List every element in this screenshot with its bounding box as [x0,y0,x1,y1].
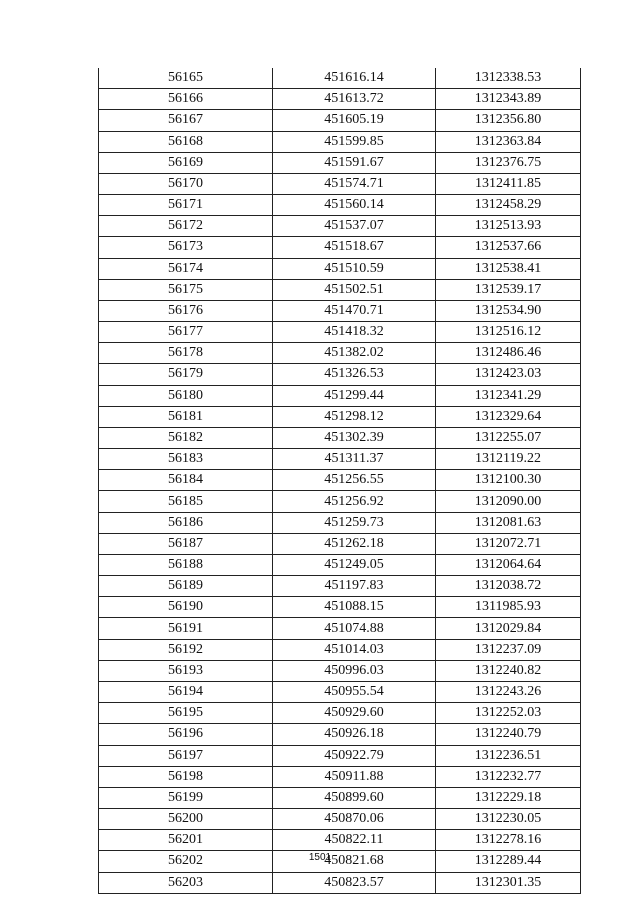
y-coordinate-cell: 1312513.93 [436,216,581,237]
table-row [99,322,581,343]
point-id-cell: 56182 [99,427,273,448]
point-id-cell: 56200 [99,809,273,830]
table-row [99,406,581,427]
x-coordinate-cell: 451326.53 [273,364,436,385]
y-coordinate-cell: 1312376.75 [436,152,581,173]
table-row [99,724,581,745]
table-row [99,872,581,893]
point-id-cell: 56180 [99,385,273,406]
y-coordinate-cell: 1312100.30 [436,470,581,491]
x-coordinate-cell: 451256.55 [273,470,436,491]
y-coordinate-cell: 1312081.63 [436,512,581,533]
table-row [99,237,581,258]
point-id-cell: 56178 [99,343,273,364]
x-coordinate-cell: 450996.03 [273,660,436,681]
table-row [99,512,581,533]
x-coordinate-cell: 451259.73 [273,512,436,533]
point-id-cell: 56186 [99,512,273,533]
table-row [99,279,581,300]
table-row [99,427,581,448]
y-coordinate-cell: 1312236.51 [436,745,581,766]
y-coordinate-cell: 1312064.64 [436,554,581,575]
table-row [99,639,581,660]
y-coordinate-cell: 1312090.00 [436,491,581,512]
point-id-cell: 56196 [99,724,273,745]
point-id-cell: 56169 [99,152,273,173]
x-coordinate-cell: 451418.32 [273,322,436,343]
point-id-cell: 56166 [99,89,273,110]
page-number: 1501 [308,852,332,863]
x-coordinate-cell: 450899.60 [273,787,436,808]
point-id-cell: 56198 [99,766,273,787]
point-id-cell: 56179 [99,364,273,385]
y-coordinate-cell: 1312278.16 [436,830,581,851]
point-id-cell: 56192 [99,639,273,660]
x-coordinate-cell: 451502.51 [273,279,436,300]
y-coordinate-cell: 1312229.18 [436,787,581,808]
x-coordinate-cell: 451088.15 [273,597,436,618]
table-row [99,681,581,702]
x-coordinate-cell: 451249.05 [273,554,436,575]
y-coordinate-cell: 1312363.84 [436,131,581,152]
x-coordinate-cell: 451605.19 [273,110,436,131]
x-coordinate-cell: 450823.57 [273,872,436,893]
table-row [99,173,581,194]
table-row [99,618,581,639]
table-row [99,364,581,385]
y-coordinate-cell: 1312240.82 [436,660,581,681]
y-coordinate-cell: 1312237.09 [436,639,581,660]
y-coordinate-cell: 1312029.84 [436,618,581,639]
table-row [99,110,581,131]
x-coordinate-cell: 451510.59 [273,258,436,279]
y-coordinate-cell: 1312423.03 [436,364,581,385]
y-coordinate-cell: 1312243.26 [436,681,581,702]
x-coordinate-cell: 450955.54 [273,681,436,702]
coordinates-table-body [99,68,581,893]
point-id-cell: 56167 [99,110,273,131]
point-id-cell: 56177 [99,322,273,343]
table-row [99,89,581,110]
y-coordinate-cell: 1312329.64 [436,406,581,427]
y-coordinate-cell: 1312289.44 [436,851,581,872]
table-row [99,533,581,554]
x-coordinate-cell: 450926.18 [273,724,436,745]
point-id-cell: 56193 [99,660,273,681]
table-row [99,258,581,279]
table-row [99,809,581,830]
x-coordinate-cell: 451591.67 [273,152,436,173]
x-coordinate-cell: 450922.79 [273,745,436,766]
y-coordinate-cell: 1312486.46 [436,343,581,364]
y-coordinate-cell: 1312516.12 [436,322,581,343]
y-coordinate-cell: 1312539.17 [436,279,581,300]
x-coordinate-cell: 451382.02 [273,343,436,364]
table-row [99,660,581,681]
x-coordinate-cell: 451574.71 [273,173,436,194]
point-id-cell: 56183 [99,449,273,470]
y-coordinate-cell: 1312072.71 [436,533,581,554]
x-coordinate-cell: 451262.18 [273,533,436,554]
x-coordinate-cell: 451616.14 [273,68,436,89]
x-coordinate-cell: 451311.37 [273,449,436,470]
x-coordinate-cell: 450822.11 [273,830,436,851]
x-coordinate-cell: 451014.03 [273,639,436,660]
y-coordinate-cell: 1312255.07 [436,427,581,448]
x-coordinate-cell: 451074.88 [273,618,436,639]
table-row [99,449,581,470]
y-coordinate-cell: 1312411.85 [436,173,581,194]
x-coordinate-cell: 451299.44 [273,385,436,406]
table-row [99,766,581,787]
point-id-cell: 56187 [99,533,273,554]
x-coordinate-cell: 451518.67 [273,237,436,258]
point-id-cell: 56170 [99,173,273,194]
x-coordinate-cell: 451537.07 [273,216,436,237]
point-id-cell: 56184 [99,470,273,491]
y-coordinate-cell: 1312252.03 [436,703,581,724]
coordinates-table [98,68,581,894]
x-coordinate-cell: 450911.88 [273,766,436,787]
x-coordinate-cell: 451560.14 [273,195,436,216]
table-row [99,343,581,364]
table-row [99,745,581,766]
point-id-cell: 56201 [99,830,273,851]
table-row [99,152,581,173]
point-id-cell: 56173 [99,237,273,258]
point-id-cell: 56165 [99,68,273,89]
x-coordinate-cell: 450870.06 [273,809,436,830]
point-id-cell: 56185 [99,491,273,512]
point-id-cell: 56191 [99,618,273,639]
point-id-cell: 56194 [99,681,273,702]
point-id-cell: 56175 [99,279,273,300]
y-coordinate-cell: 1312119.22 [436,449,581,470]
y-coordinate-cell: 1312458.29 [436,195,581,216]
y-coordinate-cell: 1312537.66 [436,237,581,258]
x-coordinate-cell: 451298.12 [273,406,436,427]
table-row [99,131,581,152]
y-coordinate-cell: 1312356.80 [436,110,581,131]
table-row [99,68,581,89]
x-coordinate-cell: 451197.83 [273,576,436,597]
table-row [99,216,581,237]
y-coordinate-cell: 1312301.35 [436,872,581,893]
x-coordinate-cell: 451613.72 [273,89,436,110]
table-row [99,554,581,575]
table-row [99,597,581,618]
x-coordinate-cell: 451599.85 [273,131,436,152]
point-id-cell: 56176 [99,300,273,321]
table-row [99,385,581,406]
y-coordinate-cell: 1311985.93 [436,597,581,618]
y-coordinate-cell: 1312534.90 [436,300,581,321]
table-row [99,787,581,808]
point-id-cell: 56189 [99,576,273,597]
table-row [99,195,581,216]
point-id-cell: 56171 [99,195,273,216]
x-coordinate-cell: 451302.39 [273,427,436,448]
point-id-cell: 56190 [99,597,273,618]
y-coordinate-cell: 1312343.89 [436,89,581,110]
point-id-cell: 56174 [99,258,273,279]
point-id-cell: 56195 [99,703,273,724]
point-id-cell: 56202 [99,851,273,872]
table-row [99,300,581,321]
y-coordinate-cell: 1312341.29 [436,385,581,406]
table-row [99,576,581,597]
point-id-cell: 56197 [99,745,273,766]
table-row [99,703,581,724]
y-coordinate-cell: 1312240.79 [436,724,581,745]
y-coordinate-cell: 1312232.77 [436,766,581,787]
x-coordinate-cell: 451470.71 [273,300,436,321]
table-row [99,491,581,512]
point-id-cell: 56203 [99,872,273,893]
y-coordinate-cell: 1312538.41 [436,258,581,279]
point-id-cell: 56199 [99,787,273,808]
point-id-cell: 56181 [99,406,273,427]
table-row [99,470,581,491]
table-row [99,830,581,851]
y-coordinate-cell: 1312230.05 [436,809,581,830]
point-id-cell: 56168 [99,131,273,152]
point-id-cell: 56188 [99,554,273,575]
y-coordinate-cell: 1312338.53 [436,68,581,89]
x-coordinate-cell: 450821.68 [273,851,436,872]
x-coordinate-cell: 450929.60 [273,703,436,724]
point-id-cell: 56172 [99,216,273,237]
x-coordinate-cell: 451256.92 [273,491,436,512]
y-coordinate-cell: 1312038.72 [436,576,581,597]
